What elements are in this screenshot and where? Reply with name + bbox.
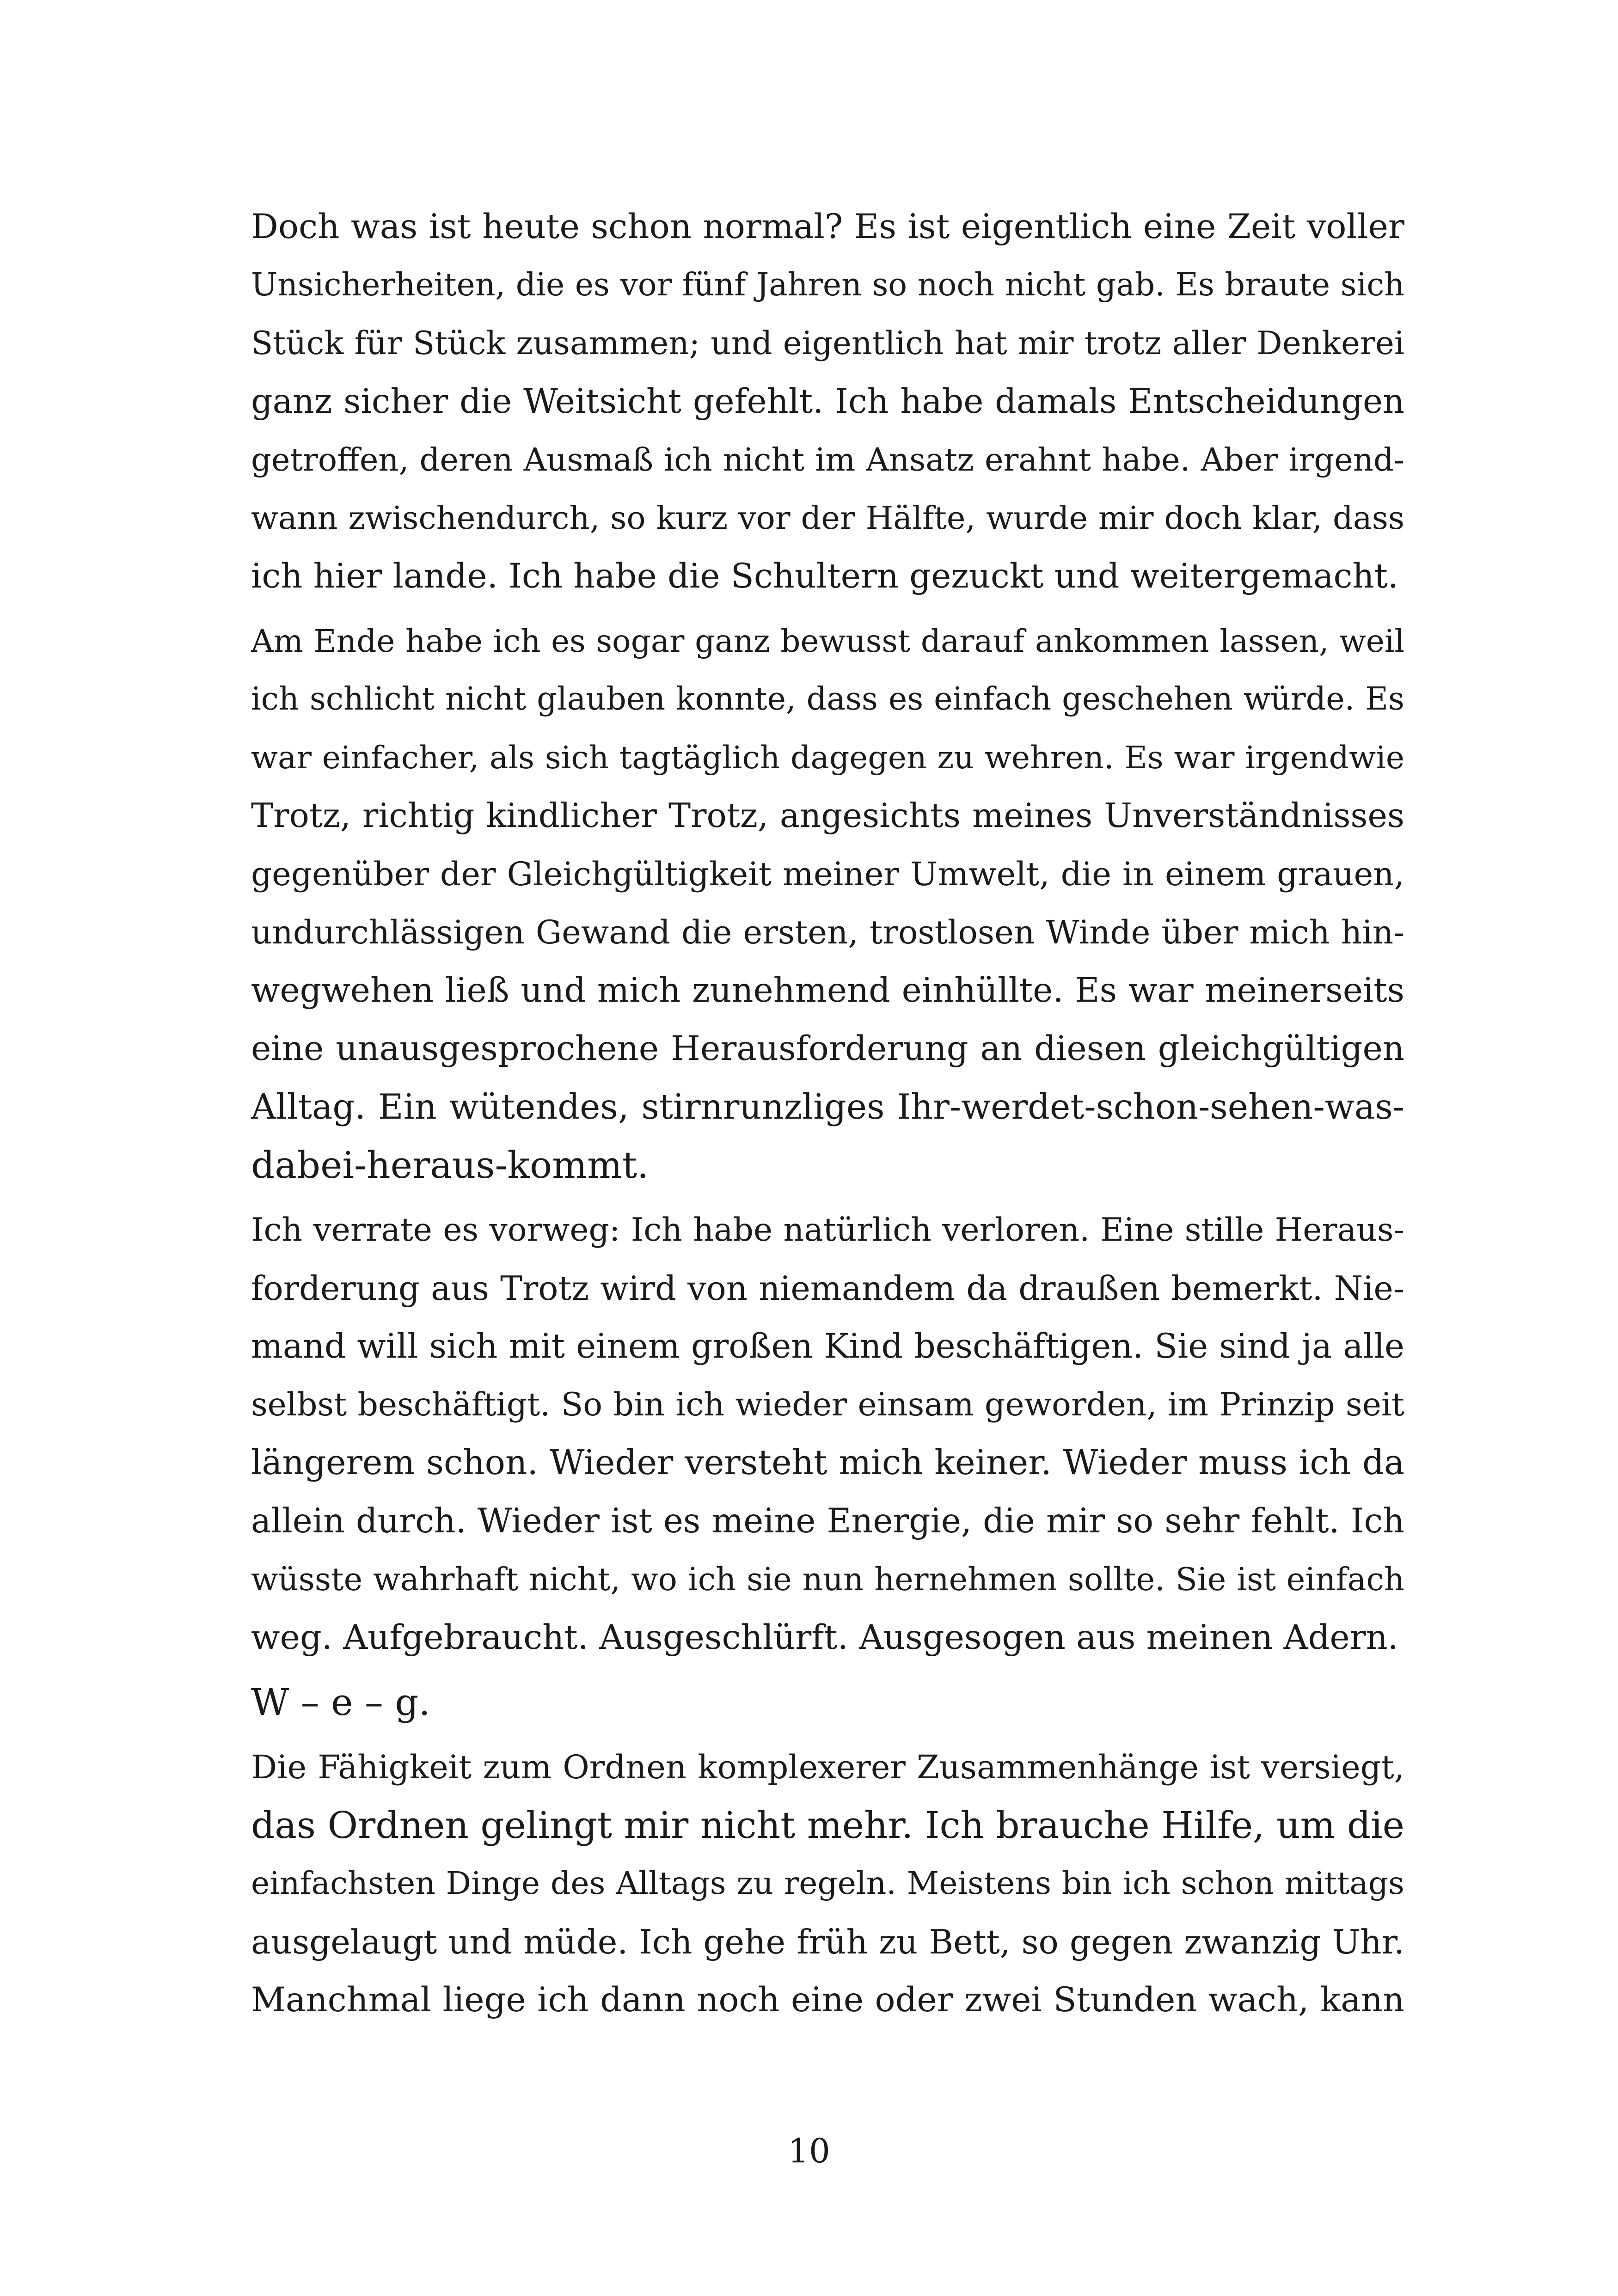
- text-line: ganz sicher die Weitsicht gefehlt. Ich habe damals Entscheidungen: [251, 382, 1404, 421]
- text-line: wegwehen ließ und mich zunehmend einhüllte. Es war meinerseits: [251, 971, 1404, 1010]
- paragraph: [251, 1738, 1404, 2029]
- paragraph: [251, 1673, 1404, 1732]
- text-line: forderung aus Trotz wird von niemandem da draußen bemerkt. Nie-: [251, 1269, 1404, 1308]
- text-line: selbst beschäftigt. So bin ich wieder einsam geworden, im Prinzip seit: [251, 1386, 1404, 1423]
- text-line: mand will sich mit einem großen Kind beschäftigen. Sie sind ja alle: [251, 1327, 1404, 1366]
- text-line: dabei-heraus-kommt.: [251, 1144, 649, 1187]
- text-line: eine unausgesprochene Herausforderung an diesen gleichgültigen: [251, 1029, 1404, 1068]
- text-line: Trotz, richtig kindlicher Trotz, angesichts meines Unverständnisses: [251, 796, 1404, 835]
- text-line: undurchlässigen Gewand die ersten, trostlosen Winde über mich hin-: [251, 913, 1404, 951]
- text-line: war einfacher, als sich tagtäglich dagegen zu wehren. Es war irgendwie: [251, 739, 1404, 776]
- text-line: Doch was ist heute schon normal? Es ist eigentlich eine Zeit voller: [251, 207, 1404, 246]
- text-line: wüsste wahrhaft nicht, wo ich sie nun hernehmen sollte. Sie ist einfach: [251, 1561, 1404, 1598]
- text-line: ich hier lande. Ich habe die Schultern gezuckt und weitergemacht.: [251, 557, 1399, 596]
- paragraph: [251, 198, 1404, 606]
- text-line: ausgelaugt und müde. Ich gehe früh zu Bett, so gegen zwanzig Uhr.: [251, 1923, 1404, 1961]
- paragraph: [251, 1201, 1404, 1667]
- paragraph: [251, 612, 1404, 1194]
- text-line: das Ordnen gelingt mir nicht mehr. Ich brauche Hilfe, um die: [251, 1804, 1404, 1847]
- text-line: einfachsten Dinge des Alltags zu regeln. Meistens bin ich schon mittags: [251, 1865, 1404, 1902]
- text-line: allein durch. Wieder ist es meine Energie, die mir so sehr fehlt. Ich: [251, 1502, 1404, 1541]
- text-line: ich schlicht nicht glauben konnte, dass es einfach geschehen würde. Es: [251, 681, 1404, 717]
- text-line: Stück für Stück zusammen; und eigentlich hat mir trotz aller Denkerei: [251, 325, 1404, 362]
- text-line: getroffen, deren Ausmaß ich nicht im Ansatz erahnt habe. Aber irgend-: [251, 441, 1404, 478]
- text-line: Am Ende habe ich es sogar ganz bewusst darauf ankommen lassen, weil: [251, 623, 1404, 659]
- text-line: Die Fähigkeit zum Ordnen komplexerer Zusammenhänge ist versiegt,: [251, 1748, 1404, 1786]
- text-line: weg. Aufgebraucht. Ausgeschlürft. Ausgesogen aus meinen Adern.: [251, 1618, 1399, 1657]
- body-text: [251, 198, 1404, 2029]
- text-line: W – e – g.: [251, 1681, 430, 1724]
- text-line: Manchmal liege ich dann noch eine oder zwei Stunden wach, kann: [251, 1980, 1404, 2020]
- text-line: Ich verrate es vorweg: Ich habe natürlich verloren. Eine stille Heraus-: [251, 1211, 1404, 1249]
- paragraph-gap: [251, 1194, 1404, 1201]
- text-line: längerem schon. Wieder versteht mich keiner. Wieder muss ich da: [251, 1443, 1404, 1482]
- paragraph-gap: [251, 1732, 1404, 1738]
- paragraph-gap: [251, 606, 1404, 612]
- text-line: Alltag. Ein wütendes, stirnrunzliges Ihr-werdet-schon-sehen-was-: [251, 1087, 1404, 1127]
- text-line: gegenüber der Gleichgültigkeit meiner Umwelt, die in einem grauen,: [251, 855, 1404, 893]
- paragraph-gap: [251, 1667, 1404, 1673]
- text-line: Unsicherheiten, die es vor fünf Jahren so noch nicht gab. Es braute sich: [251, 267, 1404, 303]
- page-number: 10: [788, 2131, 830, 2170]
- text-line: wann zwischendurch, so kurz vor der Hälfte, wurde mir doch klar, dass: [251, 500, 1404, 537]
